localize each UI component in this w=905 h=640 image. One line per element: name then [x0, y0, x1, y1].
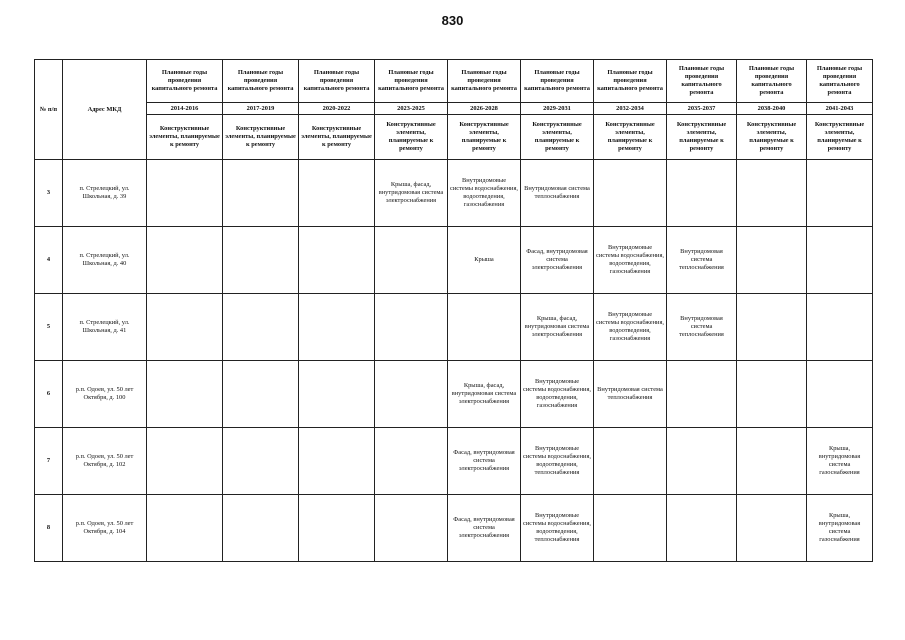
repair-elements-cell [594, 495, 667, 562]
repair-elements-cell [667, 361, 737, 428]
header-elements: Конструктивные элементы, планируемые к ремонту [448, 115, 521, 160]
header-row-periods [35, 103, 873, 115]
repair-elements-cell [223, 227, 299, 294]
header-elements: Конструктивные элементы, планируемые к ремонту [299, 115, 375, 160]
period-cell: 2023-2025 [375, 103, 448, 115]
header-elements: Конструктивные элементы, планируемые к ремонту [521, 115, 594, 160]
row-address: р.п. Одоев, ул. 50 лет Октября, д. 104 [63, 495, 147, 562]
table-row [35, 361, 873, 428]
table-row [35, 160, 873, 227]
repair-elements-cell [299, 361, 375, 428]
row-number: 8 [35, 495, 63, 562]
row-number: 4 [35, 227, 63, 294]
repair-elements-cell: Внутридомовые системы водоснабжения, водоотведения, теплоснабжения [521, 495, 594, 562]
header-elements: Конструктивные элементы, планируемые к ремонту [375, 115, 448, 160]
repair-elements-cell: Крыша, внутридомовая система газоснабжения [807, 495, 873, 562]
repair-elements-cell [299, 428, 375, 495]
period-cell: 2020-2022 [299, 103, 375, 115]
repair-elements-cell [223, 428, 299, 495]
header-plan-years: Плановые годы проведения капитального ремонта [521, 60, 594, 103]
repair-elements-cell: Внутридомовая система теплоснабжения [667, 227, 737, 294]
row-address: п. Стрелецкий, ул. Школьная, д. 40 [63, 227, 147, 294]
header-elements: Конструктивные элементы, планируемые к ремонту [594, 115, 667, 160]
period-cell: 2038-2040 [737, 103, 807, 115]
header-elements: Конструктивные элементы, планируемые к ремонту [147, 115, 223, 160]
repair-elements-cell [147, 227, 223, 294]
header-plan-years: Плановые годы проведения капитального ремонта [375, 60, 448, 103]
period-cell: 2026-2028 [448, 103, 521, 115]
row-number: 7 [35, 428, 63, 495]
repair-elements-cell [299, 227, 375, 294]
row-address: р.п. Одоев, ул. 50 лет Октября, д. 102 [63, 428, 147, 495]
repair-elements-cell: Крыша, фасад, внутридомовая система электроснабжения [375, 160, 448, 227]
repair-elements-cell: Внутридомовые системы водоснабжения, водоотведения, теплоснабжения [521, 428, 594, 495]
repair-elements-cell [223, 495, 299, 562]
header-plan-years: Плановые годы проведения капитального ремонта [667, 60, 737, 103]
period-cell: 2032-2034 [594, 103, 667, 115]
repair-elements-cell [667, 428, 737, 495]
repair-elements-cell [223, 294, 299, 361]
repair-elements-cell [807, 294, 873, 361]
header-plan-years: Плановые годы проведения капитального ремонта [594, 60, 667, 103]
repair-elements-cell [594, 160, 667, 227]
table-row [35, 227, 873, 294]
repair-elements-cell: Крыша, внутридомовая система газоснабжения [807, 428, 873, 495]
header-plan-years: Плановые годы проведения капитального ремонта [147, 60, 223, 103]
repair-elements-cell [375, 428, 448, 495]
repair-elements-cell: Внутридомовые системы водоснабжения, водоотведения, газоснабжения [594, 227, 667, 294]
repair-elements-cell: Фасад, внутридомовая система электроснабжения [521, 227, 594, 294]
repair-elements-cell [299, 495, 375, 562]
table-row [35, 294, 873, 361]
header-row-elements [35, 115, 873, 160]
header-elements: Конструктивные элементы, планируемые к ремонту [737, 115, 807, 160]
row-number: 6 [35, 361, 63, 428]
period-cell: 2017-2019 [223, 103, 299, 115]
repair-elements-cell [737, 294, 807, 361]
repair-elements-cell [807, 227, 873, 294]
table-body [35, 60, 873, 562]
repair-elements-cell [299, 294, 375, 361]
repair-elements-cell: Фасад, внутридомовая система электроснабжения [448, 428, 521, 495]
row-number: 5 [35, 294, 63, 361]
repair-elements-cell: Фасад, внутридомовая система электроснабжения [448, 495, 521, 562]
period-cell: 2029-2031 [521, 103, 594, 115]
row-address: р.п. Одоев, ул. 50 лет Октября, д. 100 [63, 361, 147, 428]
repair-elements-cell [737, 495, 807, 562]
repair-elements-cell [147, 160, 223, 227]
repair-elements-cell [667, 160, 737, 227]
repair-elements-cell [737, 160, 807, 227]
header-plan-years: Плановые годы проведения капитального ремонта [299, 60, 375, 103]
repair-elements-cell: Внутридомовая система теплоснабжения [667, 294, 737, 361]
header-elements: Конструктивные элементы, планируемые к ремонту [223, 115, 299, 160]
header-elements: Конструктивные элементы, планируемые к ремонту [667, 115, 737, 160]
header-num: № п/п [35, 60, 63, 160]
repair-elements-cell [375, 361, 448, 428]
header-plan-years: Плановые годы проведения капитального ремонта [448, 60, 521, 103]
repair-elements-cell [375, 495, 448, 562]
header-row-plan-years [35, 60, 873, 103]
row-address: п. Стрелецкий, ул. Школьная, д. 39 [63, 160, 147, 227]
repair-elements-cell: Внутридомовые системы водоснабжения, водоотведения, газоснабжения [521, 361, 594, 428]
repair-elements-cell [147, 294, 223, 361]
repair-elements-cell [448, 294, 521, 361]
period-cell: 2041-2043 [807, 103, 873, 115]
row-number: 3 [35, 160, 63, 227]
repair-elements-cell: Внутридомовые системы водоснабжения, водоотведения, газоснабжения [594, 294, 667, 361]
header-plan-years: Плановые годы проведения капитального ремонта [223, 60, 299, 103]
repair-elements-cell: Крыша, фасад, внутридомовая система электроснабжения [521, 294, 594, 361]
repair-elements-cell [737, 361, 807, 428]
repair-elements-cell: Крыша [448, 227, 521, 294]
repair-elements-cell [147, 428, 223, 495]
repair-elements-cell: Внутридомовая система теплоснабжения [594, 361, 667, 428]
header-elements: Конструктивные элементы, планируемые к ремонту [807, 115, 873, 160]
row-address: п. Стрелецкий, ул. Школьная, д. 41 [63, 294, 147, 361]
repair-elements-cell [737, 227, 807, 294]
repair-elements-cell: Крыша, фасад, внутридомовая система электроснабжения [448, 361, 521, 428]
repair-elements-cell: Внутридомовая система теплоснабжения [521, 160, 594, 227]
repair-elements-cell: Внутридомовые системы водоснабжения, водоотведения, газоснабжения [448, 160, 521, 227]
repair-elements-cell [737, 428, 807, 495]
period-cell: 2014-2016 [147, 103, 223, 115]
repair-elements-cell [299, 160, 375, 227]
repair-elements-cell [375, 227, 448, 294]
table-row [35, 495, 873, 562]
repair-elements-cell [147, 361, 223, 428]
repair-elements-cell [807, 361, 873, 428]
period-cell: 2035-2037 [667, 103, 737, 115]
header-plan-years: Плановые годы проведения капитального ремонта [737, 60, 807, 103]
header-address: Адрес МКД [63, 60, 147, 160]
page-number: 830 [441, 13, 464, 28]
repair-elements-cell [147, 495, 223, 562]
capital-repair-schedule-table [34, 59, 873, 562]
repair-elements-cell [223, 361, 299, 428]
repair-elements-cell [594, 428, 667, 495]
repair-elements-cell [223, 160, 299, 227]
table-row [35, 428, 873, 495]
repair-elements-cell [807, 160, 873, 227]
repair-elements-cell [375, 294, 448, 361]
header-plan-years: Плановые годы проведения капитального ремонта [807, 60, 873, 103]
repair-elements-cell [667, 495, 737, 562]
